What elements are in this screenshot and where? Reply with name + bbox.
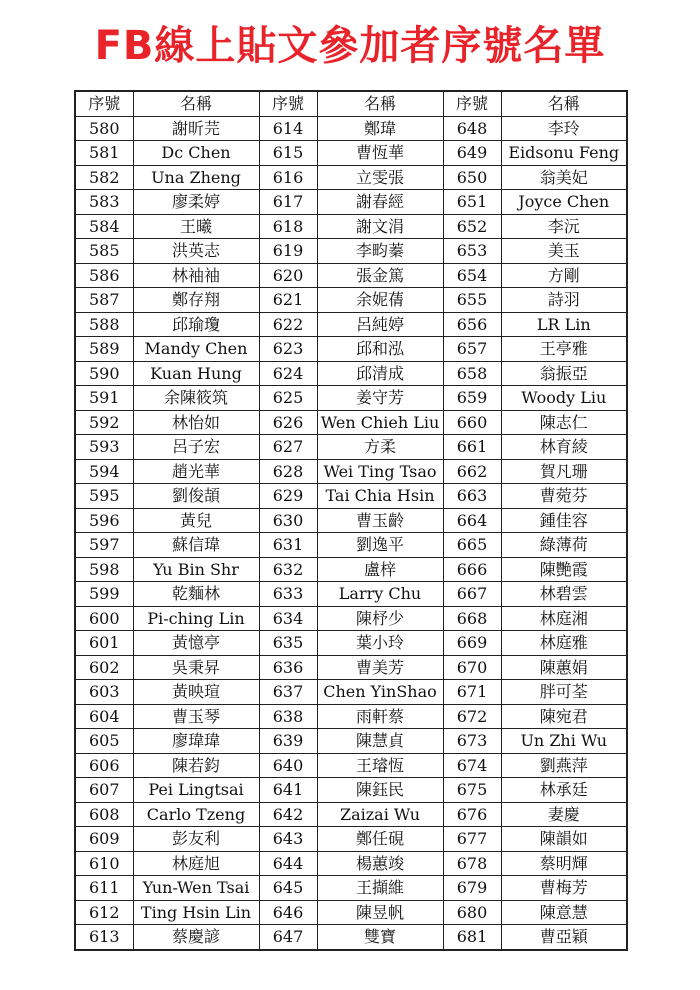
name-cell: 曹玉琴 (133, 704, 259, 729)
serial-cell: 649 (443, 141, 501, 166)
serial-cell: 653 (443, 239, 501, 264)
serial-cell: 585 (75, 239, 133, 264)
name-cell: 黃兒 (133, 508, 259, 533)
name-cell: 洪英志 (133, 239, 259, 264)
table-row (75, 337, 627, 362)
table-row (75, 386, 627, 411)
name-cell: Wei Ting Tsao (317, 459, 443, 484)
serial-cell: 611 (75, 876, 133, 901)
name-cell: 曹亞穎 (501, 925, 627, 950)
name-cell: 邱瑜瓊 (133, 312, 259, 337)
serial-cell: 617 (259, 190, 317, 215)
serial-cell: 599 (75, 582, 133, 607)
table-row (75, 680, 627, 705)
table-row (75, 263, 627, 288)
name-cell: 余陳筱筑 (133, 386, 259, 411)
name-cell: Chen YinShao (317, 680, 443, 705)
serial-cell: 670 (443, 655, 501, 680)
name-cell: 鄭存翔 (133, 288, 259, 313)
serial-cell: 618 (259, 214, 317, 239)
serial-cell: 671 (443, 680, 501, 705)
name-cell: 張金篤 (317, 263, 443, 288)
name-cell: Wen Chieh Liu (317, 410, 443, 435)
name-cell: Larry Chu (317, 582, 443, 607)
name-cell: Dc Chen (133, 141, 259, 166)
table-row (75, 484, 627, 509)
serial-cell: 680 (443, 900, 501, 925)
serial-cell: 678 (443, 851, 501, 876)
name-cell: 呂純婷 (317, 312, 443, 337)
name-cell: Zaizai Wu (317, 802, 443, 827)
name-cell: LR Lin (501, 312, 627, 337)
name-cell: 謝文涓 (317, 214, 443, 239)
serial-cell: 632 (259, 557, 317, 582)
table-row (75, 753, 627, 778)
serial-cell: 584 (75, 214, 133, 239)
table-row (75, 851, 627, 876)
name-cell: 方剛 (501, 263, 627, 288)
name-cell: 陳慧貞 (317, 729, 443, 754)
table-row (75, 827, 627, 852)
name-cell: 謝春經 (317, 190, 443, 215)
serial-cell: 664 (443, 508, 501, 533)
serial-cell: 590 (75, 361, 133, 386)
serial-cell: 650 (443, 165, 501, 190)
serial-cell: 646 (259, 900, 317, 925)
participant-table (74, 90, 628, 951)
serial-cell: 612 (75, 900, 133, 925)
serial-cell: 600 (75, 606, 133, 631)
name-cell: Eidsonu Feng (501, 141, 627, 166)
serial-cell: 604 (75, 704, 133, 729)
serial-cell: 661 (443, 435, 501, 460)
table-row (75, 312, 627, 337)
name-cell: 林袖袖 (133, 263, 259, 288)
serial-cell: 663 (443, 484, 501, 509)
header-serial: 序號 (75, 91, 133, 116)
table-row (75, 729, 627, 754)
table-row (75, 582, 627, 607)
name-cell: 陳昱帆 (317, 900, 443, 925)
serial-cell: 648 (443, 116, 501, 141)
serial-cell: 586 (75, 263, 133, 288)
serial-cell: 626 (259, 410, 317, 435)
serial-cell: 659 (443, 386, 501, 411)
header-name: 名稱 (501, 91, 627, 116)
table-row (75, 802, 627, 827)
table-row (75, 141, 627, 166)
serial-cell: 592 (75, 410, 133, 435)
name-cell: 呂子宏 (133, 435, 259, 460)
name-cell: 雨軒蔡 (317, 704, 443, 729)
serial-cell: 637 (259, 680, 317, 705)
table-row (75, 435, 627, 460)
table-row (75, 876, 627, 901)
header-name: 名稱 (317, 91, 443, 116)
name-cell: 乾麵林 (133, 582, 259, 607)
serial-cell: 609 (75, 827, 133, 852)
name-cell: 盧梓 (317, 557, 443, 582)
name-cell: 翁振亞 (501, 361, 627, 386)
serial-cell: 582 (75, 165, 133, 190)
serial-cell: 589 (75, 337, 133, 362)
serial-cell: 643 (259, 827, 317, 852)
name-cell: 楊蕙竣 (317, 851, 443, 876)
table-row (75, 900, 627, 925)
serial-cell: 588 (75, 312, 133, 337)
table-row (75, 214, 627, 239)
name-cell: 林碧雲 (501, 582, 627, 607)
name-cell: 曹玉齡 (317, 508, 443, 533)
name-cell: 妻慶 (501, 802, 627, 827)
serial-cell: 644 (259, 851, 317, 876)
name-cell: 王亭雅 (501, 337, 627, 362)
name-cell: 李畇蓁 (317, 239, 443, 264)
name-cell: Una Zheng (133, 165, 259, 190)
name-cell: 趙光華 (133, 459, 259, 484)
table-row (75, 533, 627, 558)
name-cell: 謝昕芫 (133, 116, 259, 141)
serial-cell: 668 (443, 606, 501, 631)
table-row (75, 165, 627, 190)
serial-cell: 601 (75, 631, 133, 656)
serial-cell: 635 (259, 631, 317, 656)
serial-cell: 636 (259, 655, 317, 680)
table-row (75, 239, 627, 264)
name-cell: 劉燕萍 (501, 753, 627, 778)
serial-cell: 628 (259, 459, 317, 484)
table-row (75, 288, 627, 313)
name-cell: 蔡慶諺 (133, 925, 259, 950)
name-cell: 曹菀芬 (501, 484, 627, 509)
serial-cell: 619 (259, 239, 317, 264)
table-row (75, 655, 627, 680)
table-row (75, 410, 627, 435)
table-row (75, 925, 627, 950)
name-cell: 陳志仁 (501, 410, 627, 435)
name-cell: Tai Chia Hsin (317, 484, 443, 509)
name-cell: Pi-ching Lin (133, 606, 259, 631)
serial-cell: 660 (443, 410, 501, 435)
table-row (75, 704, 627, 729)
name-cell: 蘇信瑋 (133, 533, 259, 558)
header-name: 名稱 (133, 91, 259, 116)
serial-cell: 603 (75, 680, 133, 705)
name-cell: 林育綾 (501, 435, 627, 460)
serial-cell: 613 (75, 925, 133, 950)
serial-cell: 631 (259, 533, 317, 558)
name-cell: 陳杼少 (317, 606, 443, 631)
serial-cell: 620 (259, 263, 317, 288)
name-cell: Joyce Chen (501, 190, 627, 215)
serial-cell: 655 (443, 288, 501, 313)
serial-cell: 597 (75, 533, 133, 558)
serial-cell: 640 (259, 753, 317, 778)
name-cell: Woody Liu (501, 386, 627, 411)
name-cell: 陳韻如 (501, 827, 627, 852)
name-cell: 林庭湘 (501, 606, 627, 631)
name-cell: 吳秉昇 (133, 655, 259, 680)
serial-cell: 676 (443, 802, 501, 827)
serial-cell: 673 (443, 729, 501, 754)
serial-cell: 657 (443, 337, 501, 362)
header-row (75, 91, 627, 116)
serial-cell: 607 (75, 778, 133, 803)
serial-cell: 629 (259, 484, 317, 509)
name-cell: 葉小玲 (317, 631, 443, 656)
serial-cell: 656 (443, 312, 501, 337)
table-row (75, 557, 627, 582)
name-cell: 劉俊頡 (133, 484, 259, 509)
serial-cell: 675 (443, 778, 501, 803)
name-cell: 綠薄荷 (501, 533, 627, 558)
name-cell: 翁美妃 (501, 165, 627, 190)
serial-cell: 645 (259, 876, 317, 901)
serial-cell: 638 (259, 704, 317, 729)
serial-cell: 622 (259, 312, 317, 337)
name-cell: Carlo Tzeng (133, 802, 259, 827)
name-cell: Yu Bin Shr (133, 557, 259, 582)
serial-cell: 616 (259, 165, 317, 190)
serial-cell: 594 (75, 459, 133, 484)
name-cell: 美玉 (501, 239, 627, 264)
name-cell: 黃憶亭 (133, 631, 259, 656)
name-cell: 王璿恆 (317, 753, 443, 778)
serial-cell: 669 (443, 631, 501, 656)
name-cell: 陳意慧 (501, 900, 627, 925)
name-cell: 雙寶 (317, 925, 443, 950)
serial-cell: 581 (75, 141, 133, 166)
serial-cell: 641 (259, 778, 317, 803)
serial-cell: 596 (75, 508, 133, 533)
name-cell: 陳宛君 (501, 704, 627, 729)
name-cell: Un Zhi Wu (501, 729, 627, 754)
serial-cell: 583 (75, 190, 133, 215)
name-cell: 黃映瑄 (133, 680, 259, 705)
serial-cell: 665 (443, 533, 501, 558)
name-cell: Kuan Hung (133, 361, 259, 386)
name-cell: 詩羽 (501, 288, 627, 313)
name-cell: 立雯張 (317, 165, 443, 190)
name-cell: 王曦 (133, 214, 259, 239)
serial-cell: 615 (259, 141, 317, 166)
serial-cell: 610 (75, 851, 133, 876)
serial-cell: 627 (259, 435, 317, 460)
name-cell: 彭友利 (133, 827, 259, 852)
name-cell: Ting Hsin Lin (133, 900, 259, 925)
name-cell: 曹恆華 (317, 141, 443, 166)
serial-cell: 595 (75, 484, 133, 509)
name-cell: 曹美芳 (317, 655, 443, 680)
name-cell: 林承廷 (501, 778, 627, 803)
name-cell: 賀凡珊 (501, 459, 627, 484)
serial-cell: 634 (259, 606, 317, 631)
name-cell: 陳艷霞 (501, 557, 627, 582)
serial-cell: 647 (259, 925, 317, 950)
table-row (75, 190, 627, 215)
name-cell: 廖柔婷 (133, 190, 259, 215)
serial-cell: 633 (259, 582, 317, 607)
serial-cell: 658 (443, 361, 501, 386)
name-cell: Yun-Wen Tsai (133, 876, 259, 901)
serial-cell: 679 (443, 876, 501, 901)
name-cell: 姜守芳 (317, 386, 443, 411)
name-cell: 陳若鈞 (133, 753, 259, 778)
name-cell: 鄭瑋 (317, 116, 443, 141)
serial-cell: 677 (443, 827, 501, 852)
name-cell: 王擷維 (317, 876, 443, 901)
serial-cell: 674 (443, 753, 501, 778)
serial-cell: 623 (259, 337, 317, 362)
name-cell: 余妮蒨 (317, 288, 443, 313)
table-row (75, 508, 627, 533)
serial-cell: 614 (259, 116, 317, 141)
table-row (75, 631, 627, 656)
serial-cell: 625 (259, 386, 317, 411)
serial-cell: 587 (75, 288, 133, 313)
serial-cell: 662 (443, 459, 501, 484)
header-serial: 序號 (443, 91, 501, 116)
serial-cell: 639 (259, 729, 317, 754)
name-cell: 廖瑋瑋 (133, 729, 259, 754)
serial-cell: 580 (75, 116, 133, 141)
serial-cell: 606 (75, 753, 133, 778)
name-cell: 陳鈺民 (317, 778, 443, 803)
serial-cell: 602 (75, 655, 133, 680)
name-cell: 胖可荃 (501, 680, 627, 705)
name-cell: 曹梅芳 (501, 876, 627, 901)
table-row (75, 361, 627, 386)
page-title: FB線上貼文參加者序號名單 (94, 23, 606, 69)
table-row (75, 778, 627, 803)
serial-cell: 642 (259, 802, 317, 827)
serial-cell: 621 (259, 288, 317, 313)
serial-cell: 605 (75, 729, 133, 754)
name-cell: 邱清成 (317, 361, 443, 386)
header-serial: 序號 (259, 91, 317, 116)
serial-cell: 654 (443, 263, 501, 288)
serial-cell: 593 (75, 435, 133, 460)
serial-cell: 652 (443, 214, 501, 239)
table-row (75, 459, 627, 484)
name-cell: 林庭旭 (133, 851, 259, 876)
serial-cell: 666 (443, 557, 501, 582)
name-cell: 劉逸平 (317, 533, 443, 558)
serial-cell: 624 (259, 361, 317, 386)
name-cell: 林怡如 (133, 410, 259, 435)
name-cell: Pei Lingtsai (133, 778, 259, 803)
name-cell: 李沅 (501, 214, 627, 239)
serial-cell: 672 (443, 704, 501, 729)
serial-cell: 667 (443, 582, 501, 607)
name-cell: 陳蕙娟 (501, 655, 627, 680)
name-cell: 邱和泓 (317, 337, 443, 362)
name-cell: 林庭雅 (501, 631, 627, 656)
name-cell: 鄭任硯 (317, 827, 443, 852)
serial-cell: 681 (443, 925, 501, 950)
name-cell: 方柔 (317, 435, 443, 460)
serial-cell: 651 (443, 190, 501, 215)
name-cell: 蔡明輝 (501, 851, 627, 876)
table-row (75, 606, 627, 631)
serial-cell: 630 (259, 508, 317, 533)
name-cell: 鍾佳容 (501, 508, 627, 533)
name-cell: 李玲 (501, 116, 627, 141)
serial-cell: 598 (75, 557, 133, 582)
name-cell: Mandy Chen (133, 337, 259, 362)
serial-cell: 608 (75, 802, 133, 827)
table-row (75, 116, 627, 141)
serial-cell: 591 (75, 386, 133, 411)
